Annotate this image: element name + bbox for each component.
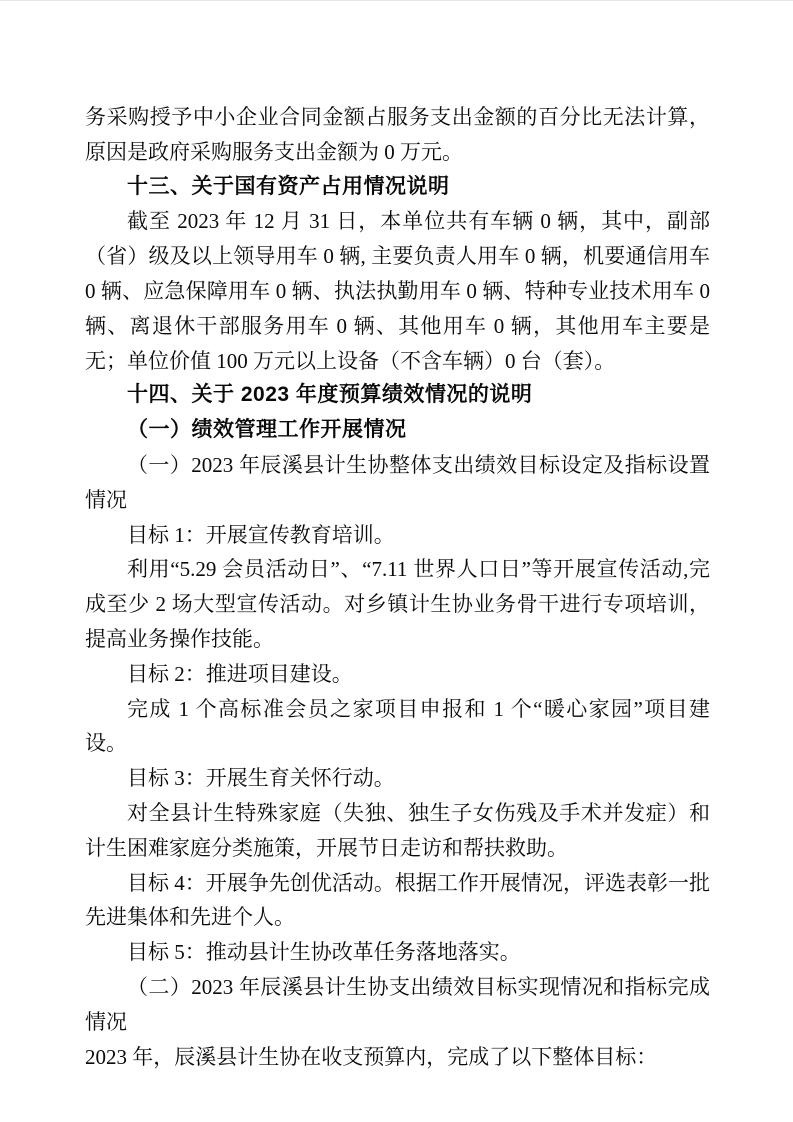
paragraph: 截至 2023 年 12 月 31 日，本单位共有车辆 0 辆，其中，副部（省）级及以上领导用车 0 辆, 主要负责人用车 0 辆，机要通信用车 0 辆、应急保障用车 0 辆、执法执勤用车 0 辆、特种专业技术用车 0 辆、离退休干部服务用车 0 辆、其他用车 0 辆，其他用车主要是无；单位价值 100 万元以上设备（不含车辆）0 台（套）。	[85, 209, 710, 373]
paragraph: （二）2023 年辰溪县计生协支出绩效目标实现情况和指标完成情况	[85, 974, 710, 1034]
paragraph: 目标 5：推动县计生协改革任务落地落实。	[127, 940, 521, 965]
paragraph: （一）2023 年辰溪县计生协整体支出绩效目标设定及指标设置情况	[85, 452, 710, 512]
paragraph: 目标 4：开展争先创优活动。根据工作开展情况，评选表彰一批先进集体和先进个人。	[85, 870, 710, 930]
section-heading: （一）绩效管理工作开展情况	[127, 418, 407, 442]
section-heading: 十三、关于国有资产占用情况说明	[127, 174, 450, 198]
document-body	[85, 100, 710, 1074]
paragraph: 完成 1 个高标准会员之家项目申报和 1 个“暖心家园”项目建设。	[85, 696, 710, 756]
paragraph: 目标 1：开展宣传教育培训。	[127, 522, 395, 547]
paragraph: 务采购授予中小企业合同金额占服务支出金额的百分比无法计算，原因是政府采购服务支出金额为 0 万元。	[85, 105, 710, 164]
paragraph: 利用“5.29 会员活动日”、“7.11 世界人口日”等开展宣传活动,完成至少 2 场大型宣传活动。对乡镇计生协业务骨干进行专项培训，提高业务操作技能。	[85, 557, 710, 651]
paragraph: 目标 3：开展生育关怀行动。	[127, 766, 395, 791]
paragraph: 目标 2：推进项目建设。	[127, 661, 353, 686]
paragraph: 对全县计生特殊家庭（失独、独生子女伤残及手术并发症）和计生困难家庭分类施策，开展节日走访和帮扶救助。	[85, 800, 710, 860]
paragraph: 2023 年，辰溪县计生协在收支预算内，完成了以下整体目标：	[85, 1044, 658, 1069]
section-heading: 十四、关于 2023 年度预算绩效情况的说明	[127, 383, 533, 407]
